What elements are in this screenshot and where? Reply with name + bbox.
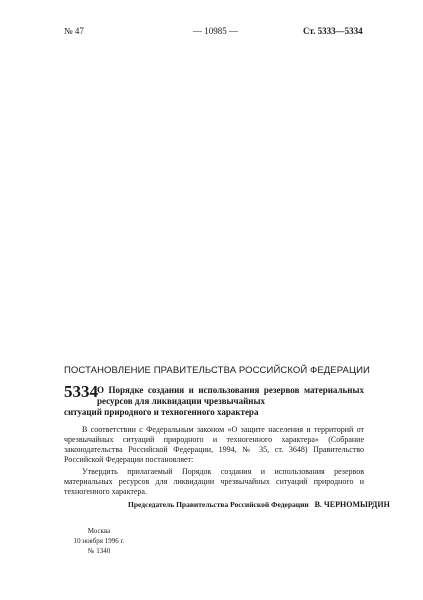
act-number: 5334 [64, 382, 98, 401]
decree-date: 10 ноября 1996 г. [73, 537, 125, 545]
act-title-continuation: ситуаций природного и техногенного характера [64, 407, 259, 417]
body-paragraph-resolution: Утвердить прилагаемый Порядок создания и использования резервов материальных ресурсов для ликвидации чрезвычайных ситуаций природного и техногенного характера. [64, 467, 364, 496]
act-title: О Порядке создания и использования резервов материальных ресурсов для ликвидации чрезвычайных [97, 385, 364, 406]
signatory-position: Председатель Правительства Российской Федерации [128, 500, 309, 509]
page-number: — 10985 — [193, 26, 238, 36]
decree-number: № 1340 [87, 547, 111, 555]
signature-block [128, 500, 390, 509]
place-and-date [64, 526, 134, 556]
decree-heading: ПОСТАНОВЛЕНИЕ ПРАВИТЕЛЬСТВА РОССИЙСКОЙ ФЕДЕРАЦИИ [64, 365, 370, 376]
body-paragraph-preamble: В соответствии с Федеральным законом «О защите населения и территорий от чрезвычайных ситуаций природного и техногенного характера» (Собрание законодательства Российской Федерации, 1994, № 35, ст. 3648) Правительство Российской Федерации постановляет: [64, 425, 364, 464]
signatory-name: В. ЧЕРНОМЫРДИН [314, 500, 390, 509]
issue-number: № 47 [64, 26, 84, 36]
article-range: Ст. 5333—5334 [303, 26, 363, 36]
place-city: Москва [87, 527, 111, 535]
